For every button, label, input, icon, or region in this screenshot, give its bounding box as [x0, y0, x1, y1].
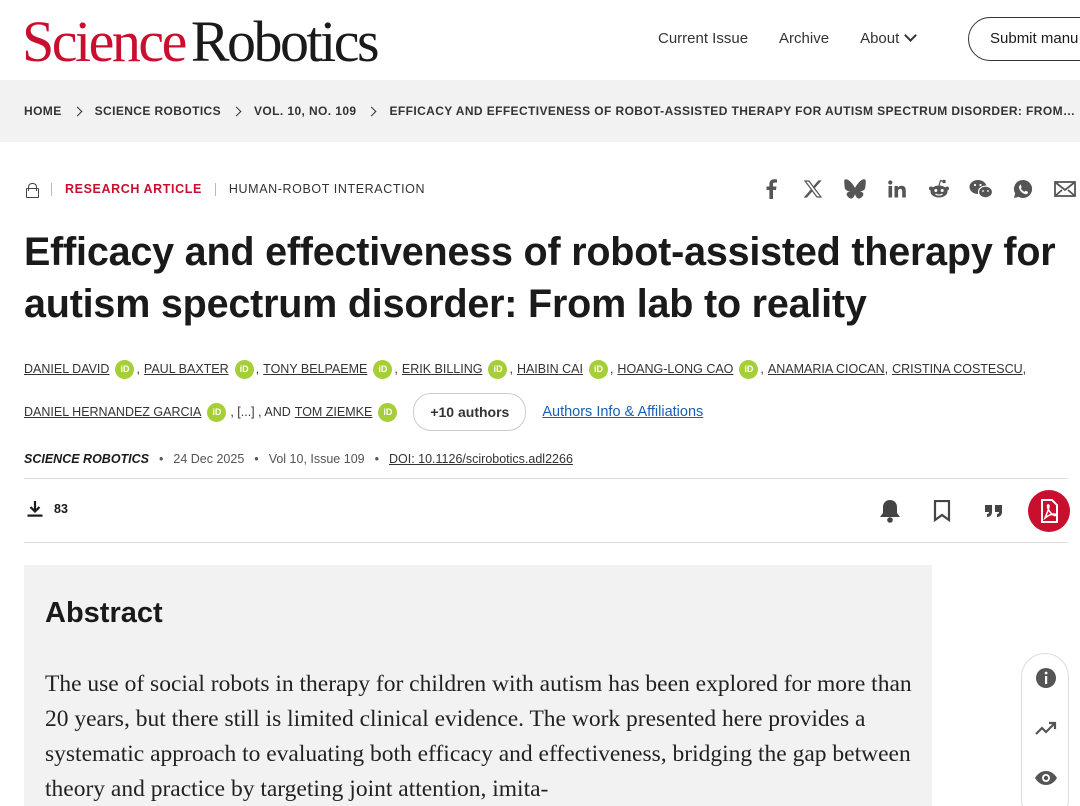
divider	[24, 542, 1068, 543]
author-link[interactable]: ANAMARIA CIOCAN	[767, 362, 885, 376]
main-nav	[658, 30, 946, 47]
publication-date: 24 Dec 2025	[173, 452, 245, 466]
site-header	[0, 0, 1080, 80]
author-link[interactable]: CRISTINA COSTESCU	[892, 362, 1023, 376]
author-separator: ,	[255, 362, 260, 376]
orcid-icon[interactable]: iD	[207, 403, 226, 422]
divider	[51, 183, 52, 196]
author-ellipsis: , [...] , AND	[230, 405, 291, 419]
email-icon[interactable]	[1052, 176, 1078, 202]
linkedin-icon[interactable]	[884, 176, 910, 202]
orcid-icon[interactable]: iD	[739, 360, 758, 379]
author-separator: ,	[1022, 362, 1027, 376]
breadcrumb-current: EFFICACY AND EFFECTIVENESS OF ROBOT-ASSISTED THERAPY FOR AUTISM SPECTRUM DISORDER: FROM…	[389, 104, 1076, 118]
orcid-icon[interactable]: iD	[115, 360, 134, 379]
orcid-icon[interactable]: iD	[373, 360, 392, 379]
facebook-icon[interactable]	[758, 176, 784, 202]
x-icon[interactable]	[800, 176, 826, 202]
nav-about-label: About	[860, 30, 900, 47]
abstract-section	[24, 565, 932, 806]
article-topic[interactable]: HUMAN-ROBOT INTERACTION	[228, 182, 426, 196]
author-link[interactable]: ERIK BILLING	[401, 362, 483, 376]
author-separator: ,	[394, 362, 398, 376]
authors-affiliations-link[interactable]: Authors Info & Affiliations	[542, 404, 704, 420]
issue-info[interactable]: Vol 10, Issue 109	[268, 452, 365, 466]
share-bar	[758, 176, 1080, 202]
author-separator: ,	[509, 362, 513, 376]
download-count	[26, 500, 68, 518]
article-meta	[26, 182, 425, 196]
chevron-right-icon	[367, 106, 377, 116]
author-link[interactable]: TOM ZIEMKE	[294, 405, 373, 419]
bluesky-icon[interactable]	[842, 176, 868, 202]
abstract-heading: Abstract	[45, 597, 163, 629]
author-line	[24, 358, 1074, 380]
info-icon[interactable]	[1034, 666, 1058, 690]
reddit-icon[interactable]	[926, 176, 952, 202]
breadcrumb-journal[interactable]: SCIENCE ROBOTICS	[94, 104, 222, 118]
author-list	[24, 358, 1074, 431]
breadcrumb	[24, 104, 1075, 118]
orcid-icon[interactable]: iD	[235, 360, 254, 379]
journal-name: SCIENCE ROBOTICS	[24, 452, 150, 466]
wechat-icon[interactable]	[968, 176, 994, 202]
separator-dot: •	[374, 452, 379, 466]
site-logo[interactable]	[22, 10, 377, 74]
more-authors-button[interactable]: +10 authors	[413, 393, 526, 431]
publication-info	[24, 452, 573, 466]
bell-icon[interactable]	[874, 490, 906, 532]
author-link[interactable]: PAUL BAXTER	[143, 362, 229, 376]
abstract-text: The use of social robots in therapy for children with autism has been explored for more than 20 years, but there still is limited clinical evidence. The work presented here provides a systematic approach to evaluating both efficacy and effectiveness, bridging the gap between theory and practice by targeting joint attention, imita-	[45, 671, 912, 802]
metrics-trend-icon[interactable]	[1034, 716, 1058, 740]
doi-link[interactable]: DOI: 10.1126/scirobotics.adl2266	[388, 452, 573, 466]
chevron-right-icon	[232, 106, 242, 116]
divider	[24, 478, 1068, 479]
nav-about[interactable]	[860, 30, 915, 47]
breadcrumb-home[interactable]: HOME	[24, 104, 62, 118]
author-link[interactable]: HOANG-LONG CAO	[617, 362, 734, 376]
author-line	[24, 393, 1074, 431]
article-type[interactable]: RESEARCH ARTICLE	[65, 182, 202, 196]
chevron-right-icon	[72, 106, 82, 116]
author-link[interactable]: DANIEL HERNANDEZ GARCIA	[24, 405, 202, 419]
submit-manuscript-button[interactable]: Submit manu	[968, 17, 1080, 61]
breadcrumb-issue[interactable]: VOL. 10, NO. 109	[254, 104, 357, 118]
orcid-icon[interactable]: iD	[378, 403, 397, 422]
separator-dot: •	[159, 452, 164, 466]
author-link[interactable]: TONY BELPAEME	[263, 362, 368, 376]
author-separator: ,	[884, 362, 889, 376]
author-separator: ,	[609, 362, 614, 376]
download-count-value: 83	[54, 502, 68, 516]
whatsapp-icon[interactable]	[1010, 176, 1036, 202]
author-link[interactable]: HAIBIN CAI	[516, 362, 583, 376]
orcid-icon[interactable]: iD	[589, 360, 608, 379]
nav-current-issue[interactable]: Current Issue	[658, 30, 749, 47]
side-rail	[1021, 653, 1069, 806]
article-title: Efficacy and effectiveness of robot-assisted therapy for autism spectrum disorder: From lab to reality	[24, 230, 1056, 326]
orcid-icon[interactable]: iD	[488, 360, 507, 379]
breadcrumb-bar	[0, 80, 1080, 142]
nav-archive[interactable]: Archive	[779, 30, 830, 47]
logo-robotics: Robotics	[190, 9, 378, 74]
download-icon	[26, 500, 44, 518]
separator-dot: •	[254, 452, 259, 466]
bookmark-icon[interactable]	[926, 490, 958, 532]
pdf-icon	[1038, 499, 1060, 523]
pdf-download-button[interactable]	[1028, 490, 1070, 532]
author-link[interactable]: DANIEL DAVID	[24, 362, 110, 376]
divider	[215, 183, 216, 196]
lock-icon	[26, 183, 37, 196]
cite-quote-icon[interactable]	[978, 490, 1010, 532]
author-separator: ,	[136, 362, 140, 376]
author-separator: ,	[760, 362, 764, 376]
logo-science: Science	[22, 9, 185, 74]
eye-icon[interactable]	[1034, 766, 1058, 790]
chevron-down-icon	[904, 29, 917, 42]
article-tools	[874, 490, 1070, 532]
